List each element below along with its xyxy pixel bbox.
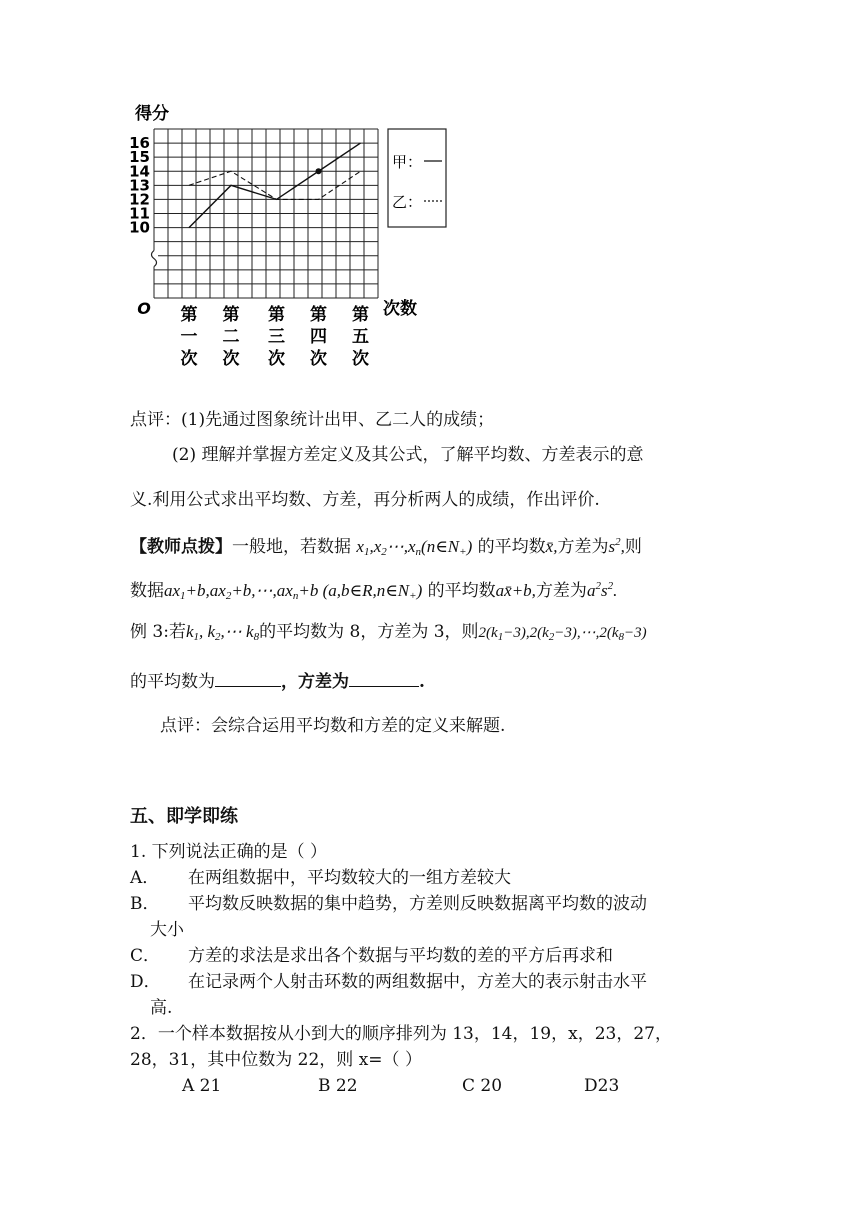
- question1: 1. 下列说法正确的是（ ）: [130, 842, 328, 862]
- mean-answer-blank[interactable]: [215, 668, 281, 687]
- legend-box: [388, 129, 446, 227]
- origin-label: O: [137, 299, 151, 318]
- x-tick-label: 一: [180, 327, 198, 347]
- x-tick-label: 第: [180, 305, 198, 325]
- formula-2k-set: $2(k_1-3),2(k_2-3),\cdots,2(k_8-3)$: [478, 625, 647, 643]
- y-tick-label: 11: [129, 204, 150, 223]
- y-tick-label: 15: [129, 148, 150, 167]
- x-tick-label: 次: [268, 349, 285, 369]
- highlight-point: [316, 168, 322, 174]
- x-tick-label: 第: [310, 305, 327, 325]
- q1-option-a[interactable]: A． 在两组数据中，平均数较大的一组方差较大: [130, 868, 511, 888]
- q1-option-d-cont: 高.: [150, 998, 173, 1018]
- y-tick-label: 14: [129, 162, 150, 181]
- q1-option-c[interactable]: C． 方差的求法是求出各个数据与平均数的差的平方后再求和: [130, 946, 613, 966]
- x-tick-label: 次: [222, 349, 240, 369]
- question2-line2: 28，31，其中位数为 22，则 x=（ ）: [130, 1050, 422, 1070]
- example3-line2: 的平均数为 ，方差为 .: [130, 668, 425, 694]
- comment1-line1: 点评：(1)先通过图象统计出甲、乙二人的成绩；: [130, 410, 495, 430]
- teacher-tip-line1: 【教师点拨】一般地，若数据 $x_1,x_2\cdots,x_n(n\in N_+)$ 的平均数x̄,方差为$s^2$,则: [130, 536, 642, 558]
- formula-variance: $s^2$,: [608, 536, 625, 556]
- section5-title: 五、即学即练: [130, 806, 238, 827]
- comment2: 点评：会综合运用平均数和方差的定义来解题.: [160, 716, 506, 736]
- chart-axes: [150, 251, 158, 267]
- formula-data-set: $x_1,x_2\cdots,x_n(n\in N_+)$: [356, 537, 473, 558]
- q1-option-b[interactable]: B． 平均数反映数据的集中趋势，方差则反映数据离平均数的波动: [130, 894, 647, 914]
- x-tick-label: 四: [310, 327, 327, 347]
- teacher-tip-line2: 数据$ax_1+b,ax_2+b,\cdots,ax_n+b$ $(a,b\in R,n\in N_+)$ 的平均数ax̄+b,方差为$a^2s^2$.: [130, 580, 618, 602]
- x-tick-label: 第: [222, 305, 240, 325]
- x-tick-label: 第: [268, 305, 285, 325]
- q2-option-d[interactable]: D23: [584, 1076, 620, 1096]
- formula-transformed-variance: $a^2s^2$.: [586, 580, 618, 600]
- variance-answer-blank[interactable]: [349, 668, 419, 687]
- q2-option-c[interactable]: C 20: [462, 1076, 503, 1096]
- x-tick-label: 五: [352, 327, 369, 347]
- x-tick-label: 三: [268, 327, 285, 347]
- x-tick-label: 次: [352, 349, 369, 369]
- y-axis-label: 得分: [135, 104, 169, 124]
- q1-option-b-cont: 大小: [150, 920, 184, 940]
- legend-label: 乙：: [392, 193, 423, 211]
- teacher-tip-label: 【教师点拨】: [130, 537, 232, 557]
- q2-option-b[interactable]: B 22: [318, 1076, 358, 1096]
- formula-k-set: $k_1$, $k_2,\cdots$ $k_8$: [185, 622, 260, 643]
- legend-label: 甲：: [392, 153, 423, 171]
- comment1-line2: (2) 理解并掌握方差定义及其公式，了解平均数、方差表示的意: [172, 445, 644, 465]
- x-tick-label: 第: [352, 305, 369, 325]
- x-axis-label: 次数: [383, 299, 417, 319]
- comment1-line3: 义.利用公式求出平均数、方差，再分析两人的成绩，作出评价.: [130, 490, 600, 510]
- chart-legend: [388, 129, 446, 227]
- y-tick-label: 12: [129, 190, 150, 209]
- formula-mean: x̄,: [545, 537, 558, 556]
- y-tick-label: 16: [129, 134, 150, 153]
- formula-transformed-mean: ax̄+b,: [495, 581, 536, 600]
- y-tick-label: 10: [129, 218, 150, 237]
- question2-line1: 2．一个样本数据按从小到大的顺序排列为 13，14，19，x，23，27，: [130, 1024, 672, 1044]
- q2-option-a[interactable]: A 21: [182, 1076, 222, 1096]
- q1-option-d[interactable]: D． 在记录两个人射击环数的两组数据中，方差大的表示射击水平: [130, 972, 647, 992]
- example3-line1: 例 3:若$k_1$, $k_2,\cdots$ $k_8$的平均数为 8，方差为 3，则$2(k_1-3),2(k_2-3),\cdots,2(k_8-3)$: [130, 622, 647, 643]
- x-tick-label: 次: [180, 349, 198, 369]
- y-tick-label: 13: [129, 176, 150, 195]
- x-tick-label: 次: [310, 349, 327, 369]
- formula-transformed-set: $ax_1+b,ax_2+b,\cdots,ax_n+b$ $(a,b\in R,n\in N_+)$: [164, 581, 423, 602]
- x-tick-label: 二: [222, 327, 240, 347]
- score-line-chart: [0, 0, 860, 380]
